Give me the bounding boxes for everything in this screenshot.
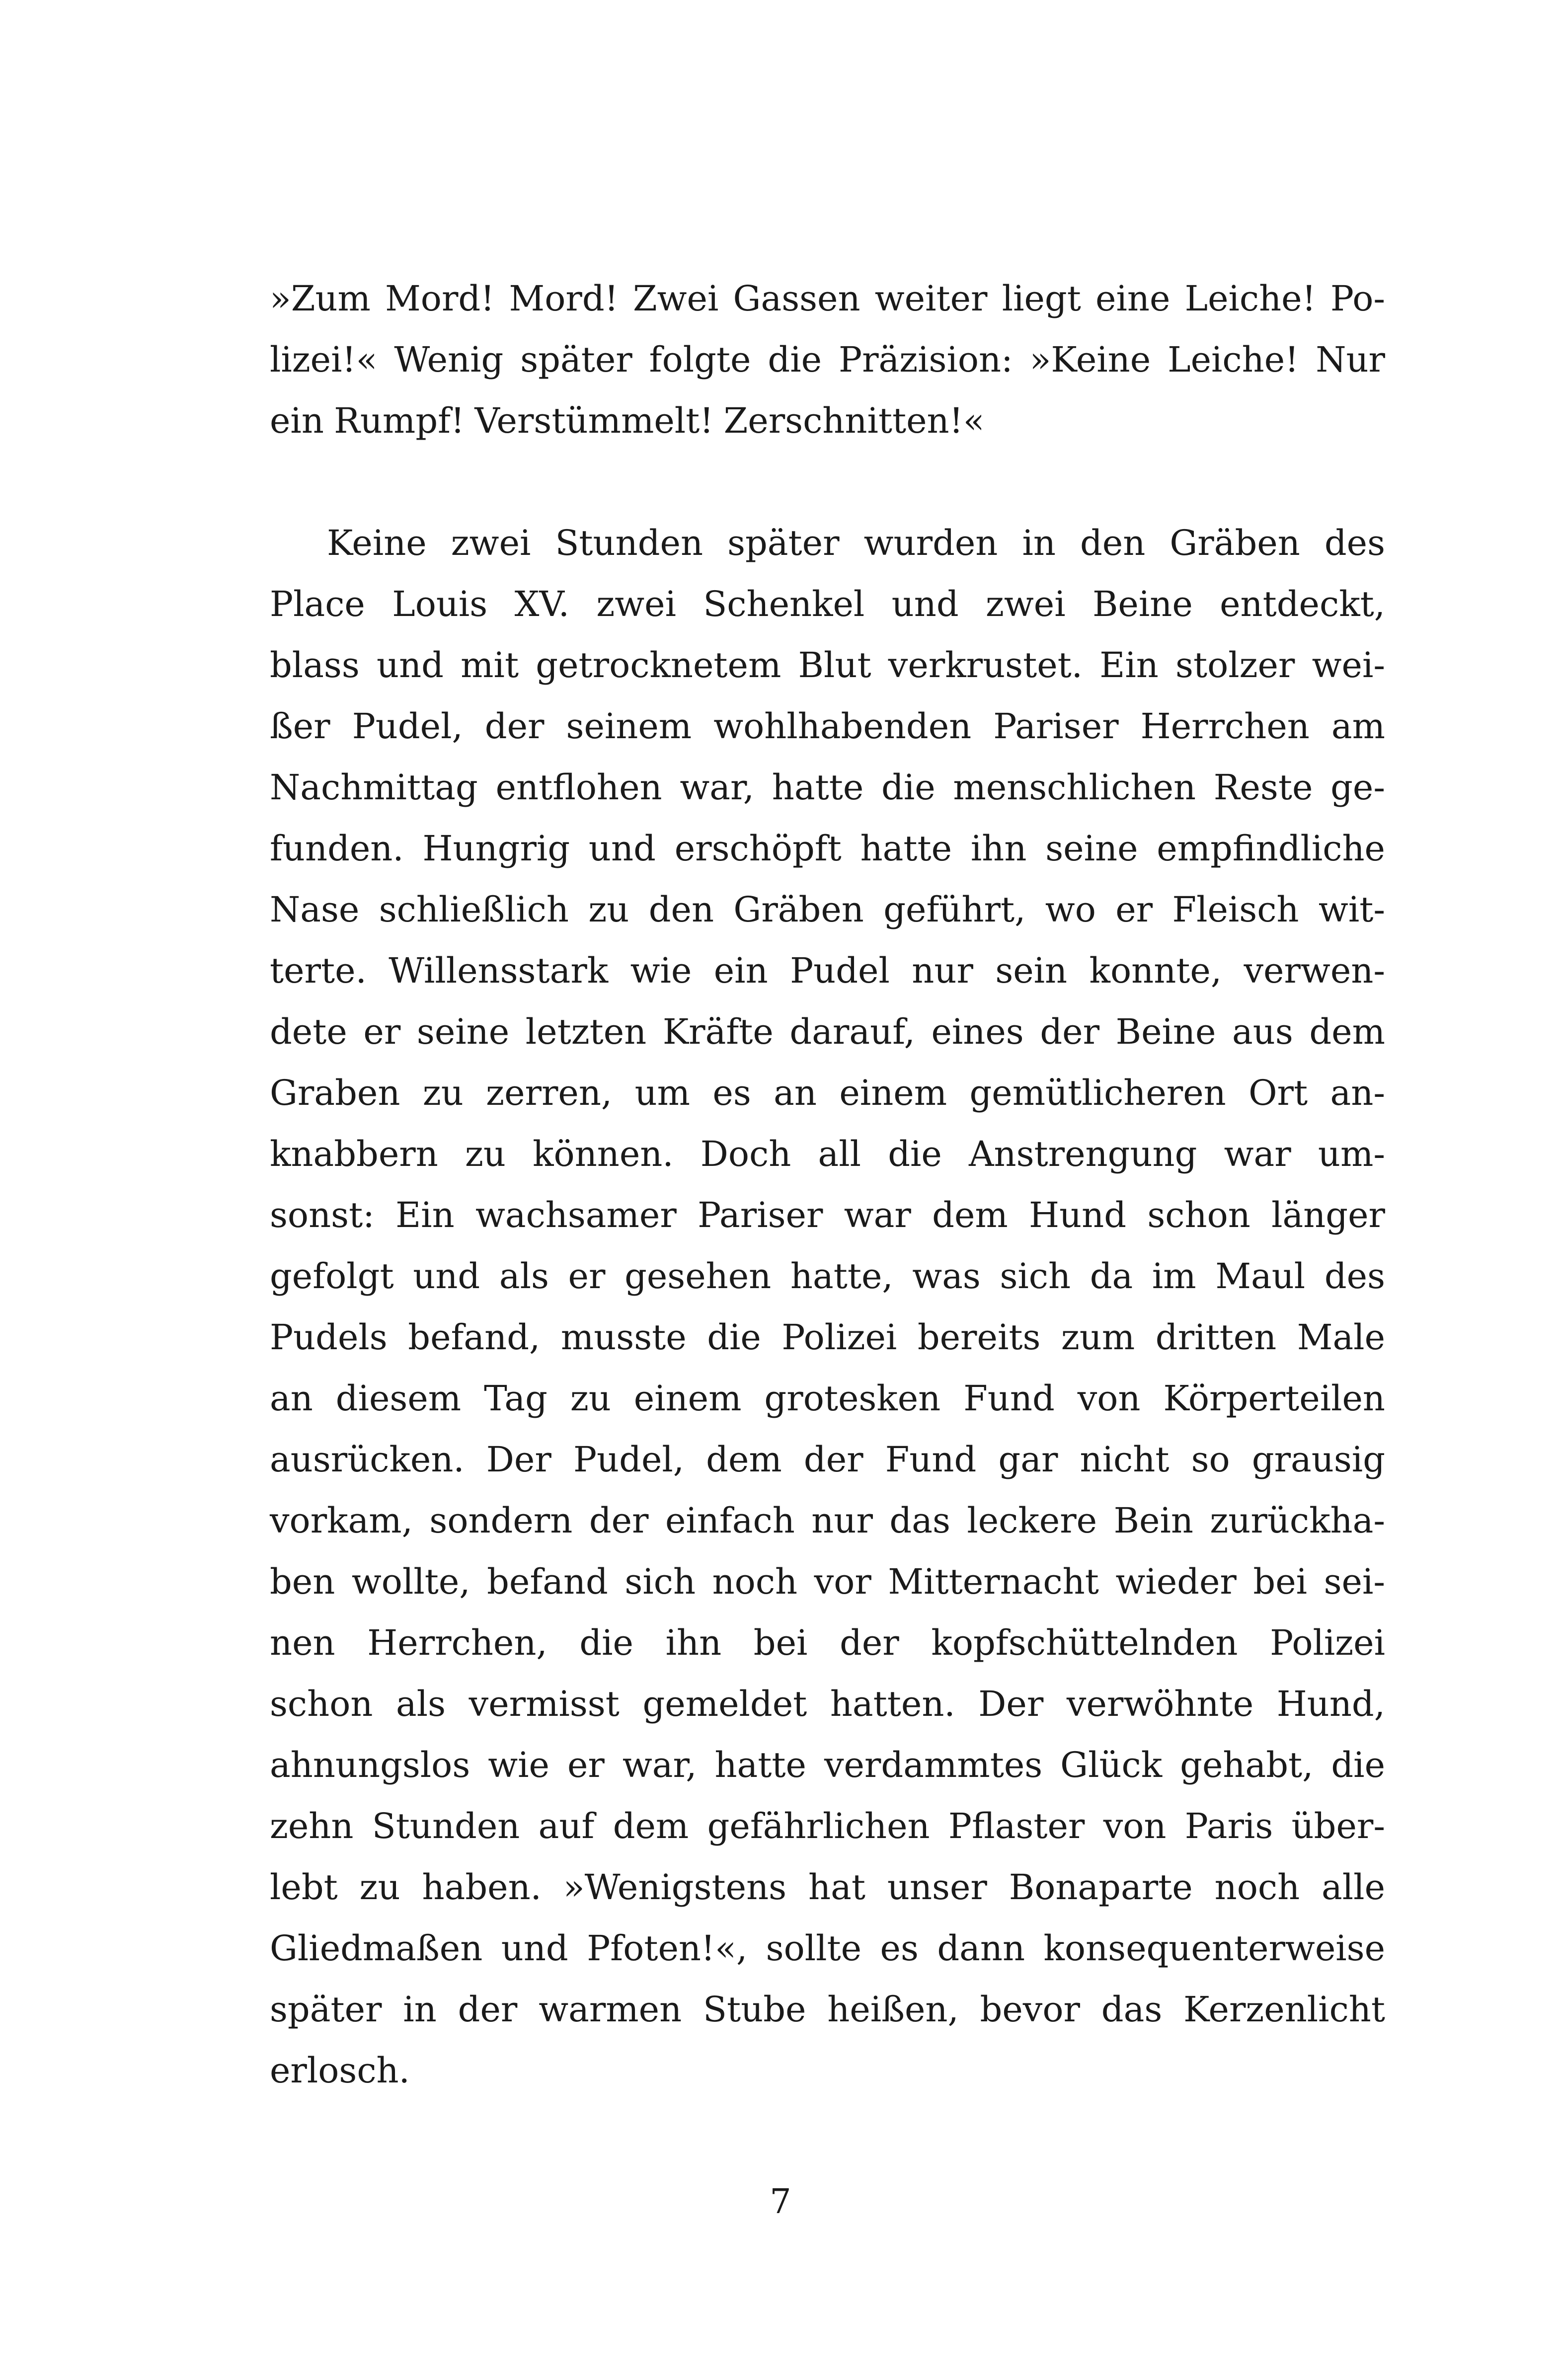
text-line: lebt zu haben. »Wenigstens hat unser Bonaparte noch alle <box>270 1867 1385 1908</box>
text-line: Nachmittag entflohen war, hatte die menschlichen Reste ge- <box>270 767 1385 808</box>
body-text <box>270 268 1385 2101</box>
text-line: nen Herrchen, die ihn bei der kopfschüttelnden Polizei <box>270 1622 1385 1663</box>
text-line: Place Louis XV. zwei Schenkel und zwei Beine entdeckt, <box>270 584 1385 624</box>
text-line: ein Rumpf! Verstümmelt! Zerschnitten!« <box>270 400 985 441</box>
text-line: Gliedmaßen und Pfoten!«, sollte es dann konsequenterweise <box>270 1928 1385 1969</box>
text-line: ausrücken. Der Pudel, dem der Fund gar nicht so grausig <box>270 1439 1385 1480</box>
text-line: zehn Stunden auf dem gefährlichen Pflaster von Paris über- <box>270 1806 1385 1846</box>
text-line: erlosch. <box>270 2050 410 2091</box>
text-line: funden. Hungrig und erschöpft hatte ihn seine empfindliche <box>270 828 1385 869</box>
text-line: gefolgt und als er gesehen hatte, was sich da im Maul des <box>270 1256 1385 1297</box>
text-line: später in der warmen Stube heißen, bevor das Kerzenlicht <box>270 1989 1385 2030</box>
text-line: blass und mit getrocknetem Blut verkrustet. Ein stolzer wei- <box>270 645 1385 686</box>
text-line: ben wollte, befand sich noch vor Mitternacht wieder bei sei- <box>270 1561 1385 1602</box>
text-line: dete er seine letzten Kräfte darauf, eines der Beine aus dem <box>270 1011 1385 1052</box>
text-line: »Zum Mord! Mord! Zwei Gassen weiter liegt eine Leiche! Po- <box>270 278 1385 319</box>
text-line: ßer Pudel, der seinem wohlhabenden Pariser Herrchen am <box>270 706 1385 747</box>
text-line: an diesem Tag zu einem grotesken Fund von Körperteilen <box>270 1378 1385 1419</box>
text-line: sonst: Ein wachsamer Pariser war dem Hund schon länger <box>270 1195 1385 1235</box>
text-line: terte. Willensstark wie ein Pudel nur sein konnte, verwen- <box>270 950 1385 991</box>
text-line: Pudels befand, musste die Polizei bereits zum dritten Male <box>270 1317 1385 1358</box>
text-line: Graben zu zerren, um es an einem gemütlicheren Ort an- <box>270 1073 1385 1113</box>
text-line: lizei!« Wenig später folgte die Präzision: »Keine Leiche! Nur <box>270 339 1385 380</box>
text-line: ahnungslos wie er war, hatte verdammtes Glück gehabt, die <box>270 1745 1385 1785</box>
page-number: 7 <box>770 2182 791 2222</box>
text-line: Nase schließlich zu den Gräben geführt, wo er Fleisch wit- <box>270 889 1385 930</box>
text-line: Keine zwei Stunden später wurden in den Gräben des <box>327 523 1385 563</box>
paragraph-gap <box>270 452 1385 513</box>
text-line: schon als vermisst gemeldet hatten. Der verwöhnte Hund, <box>270 1684 1385 1724</box>
text-line: knabbern zu können. Doch all die Anstrengung war um- <box>270 1134 1385 1174</box>
text-line: vorkam, sondern der einfach nur das leckere Bein zurückha- <box>270 1500 1385 1541</box>
